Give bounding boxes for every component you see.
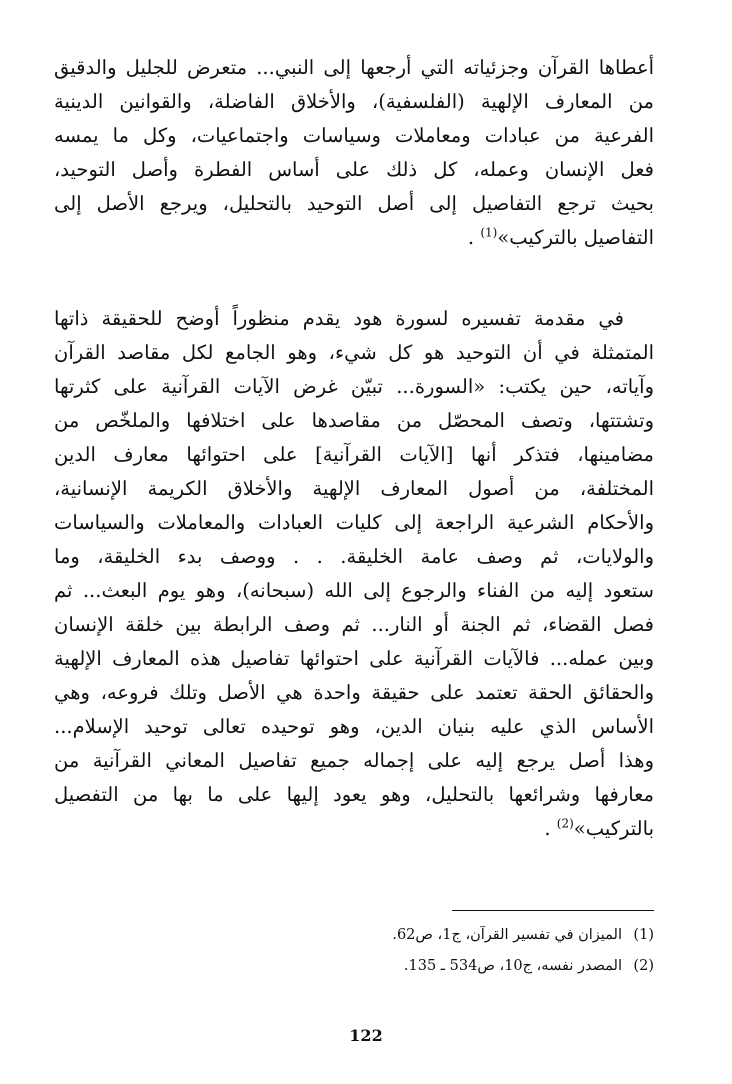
paragraph2-last-line: [54, 812, 654, 846]
paragraph2-period: .: [544, 817, 551, 840]
footnote-text: الميزان في تفسير القرآن، ج1، ص62.: [392, 927, 622, 943]
paragraph1-line: أعطاها القرآن وجزئياته التي أرجعها إلى النبي... متعرض للجليل والدقيق: [54, 56, 654, 79]
footnote-number: (2): [633, 958, 654, 974]
footnote-2: [154, 955, 654, 977]
paragraph2-line: مضامينها، فتذكر أنها [الآيات القرآنية] على احتوائها معارف الدين: [54, 443, 654, 466]
paragraph1-period: .: [467, 226, 475, 249]
paragraph1-line: من المعارف الإلهية (الفلسفية)، والأخلاق الفاضلة، والقوانين الدينية: [54, 90, 654, 113]
paragraph2-line: وآياته، حين يكتب: «السورة... تبيّن غرض الآيات القرآنية على كثرتها: [54, 375, 654, 398]
paragraph2-line: والأحكام الشرعية الراجعة إلى كليات العبادات والمعاملات والسياسات: [54, 511, 654, 534]
paragraph2-line: ستعود إليه من الفناء والرجوع إلى الله (سبحانه)، وهو يوم البعث... ثم: [54, 579, 654, 602]
paragraph1-line: الفرعية من عبادات ومعاملات وسياسات واجتماعيات، وكل ما يمسه: [54, 124, 654, 147]
paragraph1-line: بحيث ترجع التفاصيل إلى أصل التوحيد بالتحليل، ويرجع الأصل إلى: [54, 192, 654, 215]
paragraph2-line: والحقائق الحقة تعتمد على حقيقة واحدة هي الأصل وتلك فروعه، وهي: [54, 681, 654, 704]
paragraph2-line: وبين عمله... فالآيات القرآنية على احتوائها تفاصيل هذه المعارف الإلهية: [54, 647, 654, 670]
paragraph2-line: فصل القضاء، ثم الجنة أو النار... ثم وصف الرابطة بين خلقة الإنسان: [54, 613, 654, 636]
paragraph2-line: في مقدمة تفسيره لسورة هود يقدم منظوراً أوضح للحقيقة ذاتها: [54, 307, 624, 330]
paragraph1-text: التفاصيل بالتركيب»: [497, 226, 654, 249]
paragraph2-line: والولايات، ثم وصف عامة الخليقة. . . ووصف بدء الخليقة، وما: [54, 545, 654, 568]
paragraph2-line: المختلفة، من أصول المعارف الإلهية والأخلاق الكريمة الإنسانية،: [54, 477, 654, 500]
footnote-separator: [452, 910, 654, 911]
footnote-number: (1): [633, 927, 654, 943]
footnote-text: المصدر نفسه، ج10، ص534 ـ 135.: [403, 958, 622, 974]
paragraph2-line: الأساس الذي عليه بنيان الدين، وهو توحيده تعالى توحيد الإسلام...: [54, 715, 654, 738]
footnote-ref-1: (1): [480, 225, 498, 240]
footnote-1: [154, 924, 654, 946]
paragraph2-line: وتشتتها، وتصف المحصّل من مقاصدها على اختلافها والملخّص من: [54, 409, 654, 432]
page-number: 122: [349, 1026, 383, 1045]
paragraph2-line: وهذا أصل يرجع إليه على إجماله جميع تفاصيل المعاني القرآنية من: [54, 749, 654, 772]
paragraph2-line: المتمثلة في أن التوحيد هو كل شيء، وهو الجامع لكل مقاصد القرآن: [54, 341, 654, 364]
paragraph1-line: فعل الإنسان وعمله، كل ذلك على أساس الفطرة وأصل التوحيد،: [54, 158, 654, 181]
paragraph1-last-line: [54, 221, 654, 255]
paragraph2-line: معارفها وشرائعها بالتحليل، وهو يعود إليها على ما بها من التفصيل: [54, 783, 654, 806]
footnote-ref-2: (2): [556, 816, 574, 831]
paragraph2-text: بالتركيب»: [573, 817, 654, 840]
